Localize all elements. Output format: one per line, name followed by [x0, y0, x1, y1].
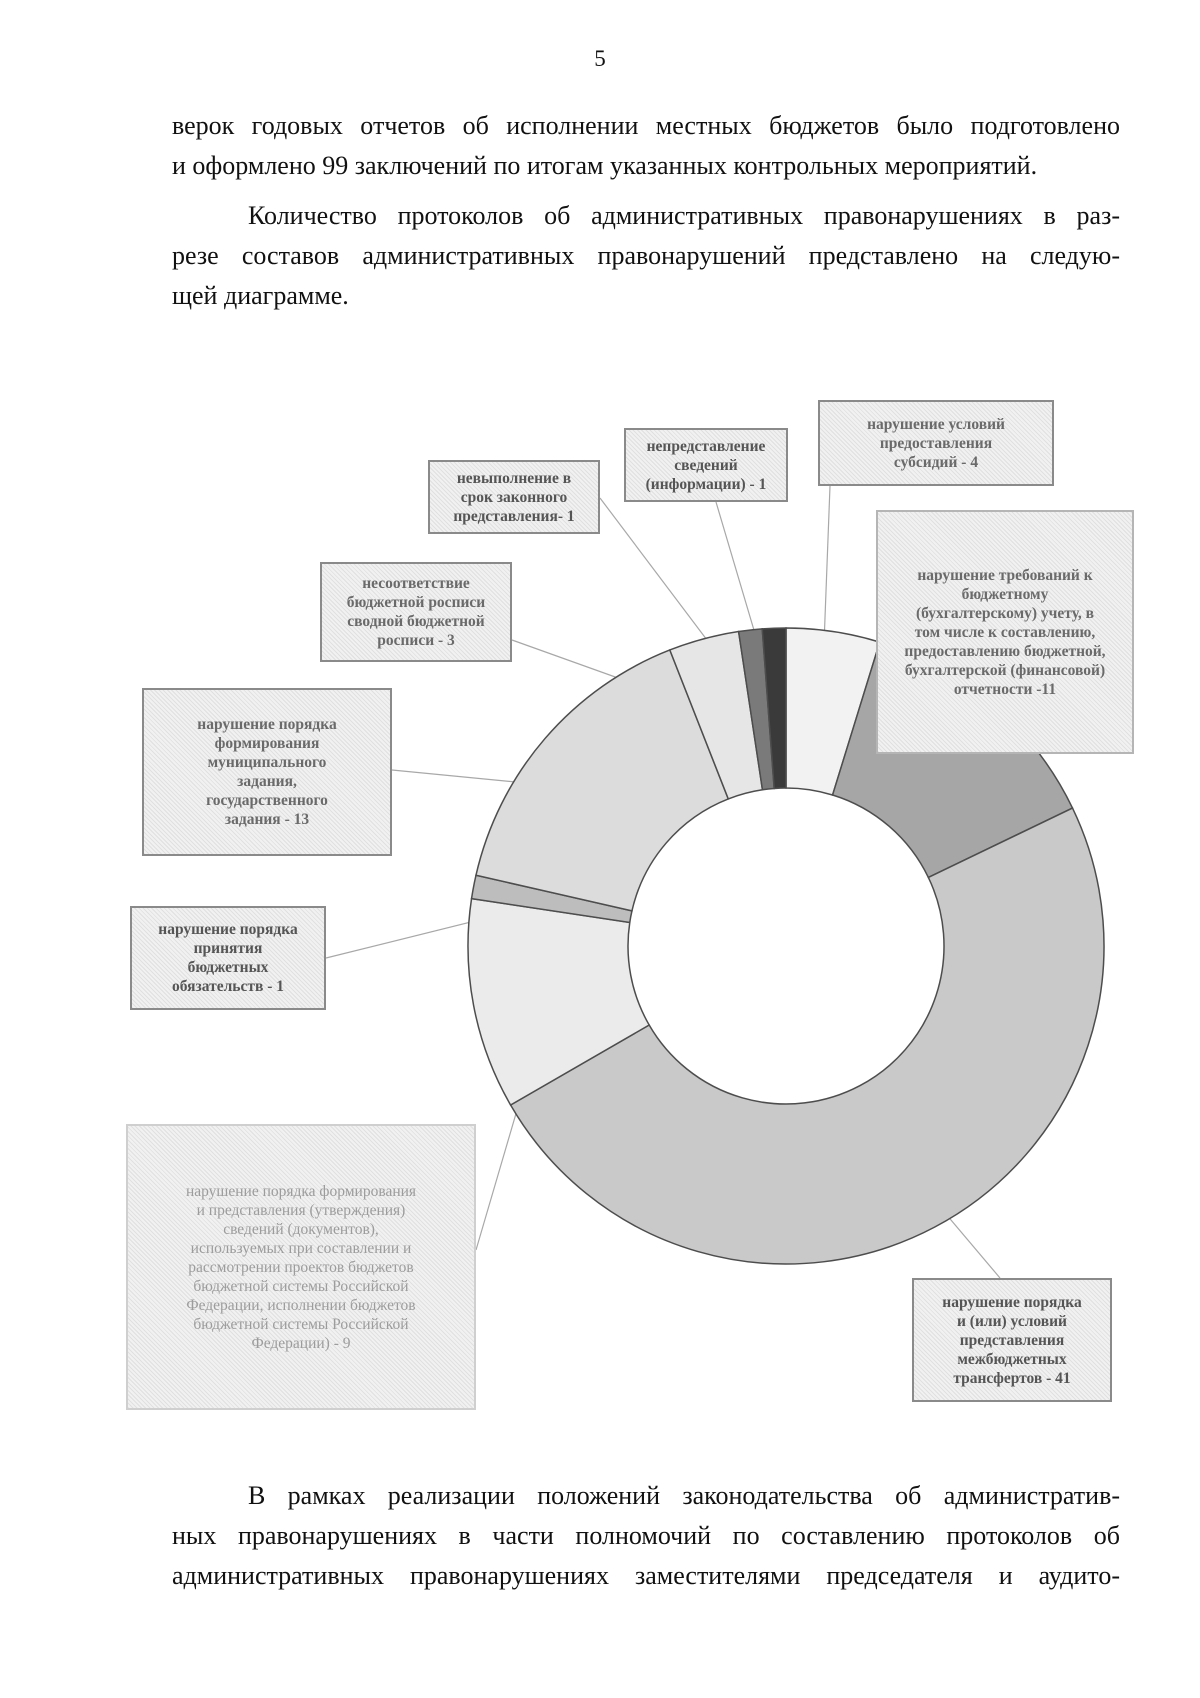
label-line: Федерации, исполнении бюджетов: [186, 1296, 416, 1314]
label-line: срок законного: [460, 488, 568, 506]
label-legal-demand: [428, 460, 600, 534]
label-line: бюджетной системы Российской: [193, 1277, 409, 1295]
label-line: сводной бюджетной: [347, 613, 485, 630]
label-line: и представления (утверждения): [196, 1201, 406, 1219]
paragraph-line: щей диаграмме.: [172, 281, 349, 310]
label-info-formation: [126, 1124, 476, 1410]
paragraph-line: резе составов административных правонарушений представлено на следую-: [172, 241, 1120, 270]
label-line: предоставления: [879, 434, 993, 452]
label-line: бухгалтерской (финансовой): [904, 661, 1106, 679]
label-line: невыполнение в: [456, 469, 572, 487]
label-line: формирования: [214, 735, 320, 752]
label-line: предоставлению бюджетной,: [904, 642, 1106, 660]
label-obligations: [130, 906, 326, 1010]
label-line: бюджетной системы Российской: [193, 1315, 409, 1333]
label-line: муниципального: [207, 754, 327, 771]
label-interbudget: [912, 1278, 1112, 1402]
label-line: межбюджетных: [957, 1350, 1067, 1368]
label-line: Федерации) - 9: [251, 1334, 351, 1352]
paragraph-line: административных правонарушениях заместителями председателя и аудито-: [172, 1561, 1120, 1590]
label-line: нарушение порядка формирования: [185, 1182, 417, 1200]
paragraph-line: ных правонарушениях в части полномочий по составлению протоколов об: [172, 1521, 1120, 1550]
label-line: несоответствие: [362, 575, 470, 592]
label-line: бюджетному: [961, 585, 1049, 603]
label-line: отчетности -11: [953, 680, 1057, 698]
label-line: сведений: [674, 456, 738, 474]
label-line: том числе к составлению,: [914, 623, 1096, 641]
label-line: сведений (документов),: [223, 1220, 379, 1238]
page-number: 5: [594, 46, 606, 71]
label-line: задания - 13: [224, 811, 310, 828]
label-non-submission: [624, 428, 788, 502]
label-line: нарушение порядка: [942, 1293, 1082, 1311]
paragraph-line: В рамках реализации положений законодательства об административ-: [248, 1481, 1120, 1510]
label-line: нарушение порядка: [197, 716, 337, 733]
label-line: используемых при составлении и: [190, 1239, 412, 1257]
paragraph-3: [172, 1476, 1120, 1596]
label-line: и (или) условий: [956, 1312, 1067, 1330]
label-line: непредставление: [646, 437, 766, 455]
label-line: принятия: [193, 940, 263, 957]
label-line: представления- 1: [453, 507, 575, 525]
label-subsidies: [818, 400, 1054, 486]
label-line: (информации) - 1: [645, 475, 767, 493]
label-municipal-task: [142, 688, 392, 856]
label-line: бюджетной росписи: [346, 594, 486, 611]
label-line: представления: [959, 1331, 1065, 1349]
label-line: субсидий - 4: [893, 453, 979, 471]
label-accounting: [876, 510, 1134, 754]
label-line: рассмотрении проектов бюджетов: [188, 1258, 414, 1276]
label-line: задания,: [237, 773, 297, 790]
paragraph-line: и оформлено 99 заключений по итогам указанных контрольных мероприятий.: [172, 151, 1038, 180]
label-line: бюджетных: [187, 959, 269, 976]
label-line: нарушение требований к: [917, 566, 1093, 584]
label-line: (бухгалтерскому) учету, в: [915, 604, 1095, 622]
label-line: трансфертов - 41: [953, 1369, 1071, 1387]
label-budget-list: [320, 562, 512, 662]
paragraph-line: верок годовых отчетов об исполнении местных бюджетов было подготовлено: [172, 111, 1120, 140]
label-line: государственного: [206, 792, 328, 809]
label-line: нарушение порядка: [158, 921, 298, 938]
label-line: нарушение условий: [867, 415, 1005, 433]
label-line: росписи - 3: [377, 632, 455, 649]
paragraph-line: Количество протоколов об административных правонарушениях в раз-: [248, 201, 1120, 230]
label-line: обязательств - 1: [172, 978, 284, 995]
